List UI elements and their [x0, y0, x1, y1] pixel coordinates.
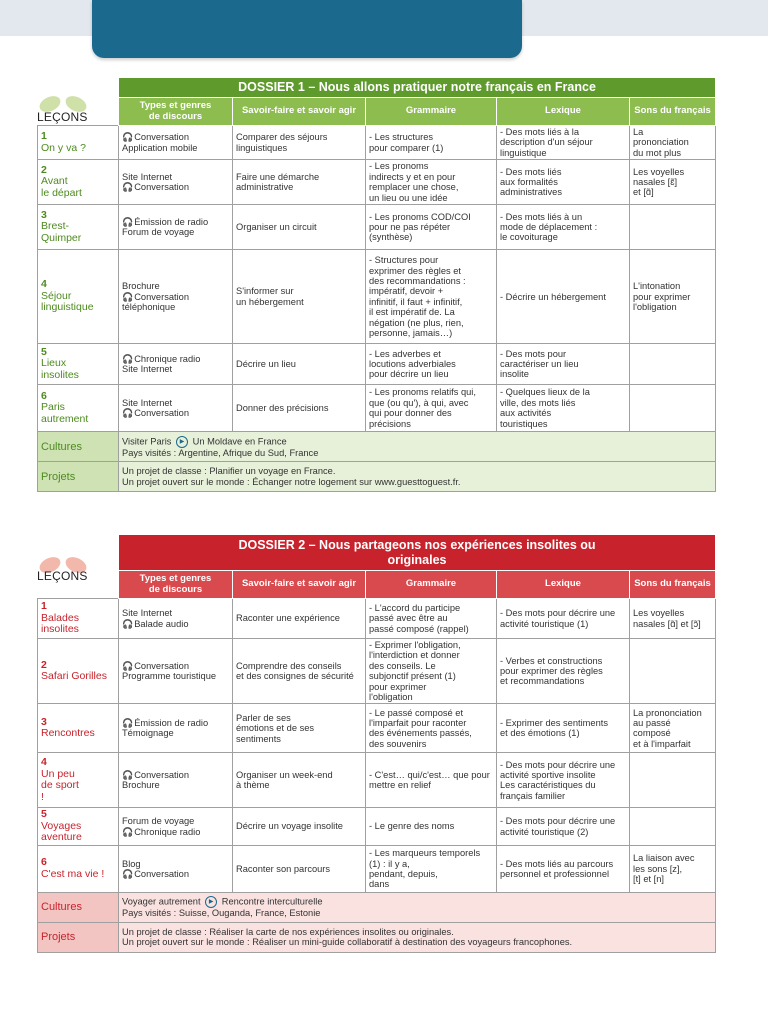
cultures-item: Un Moldave en France — [192, 435, 287, 446]
header-sons: Sons du français — [630, 98, 716, 126]
header-lexique: Lexique — [497, 571, 630, 599]
lesson-number: 5 — [41, 345, 47, 358]
types-cell — [119, 753, 233, 808]
headphones-icon[interactable]: 🎧 — [122, 718, 134, 729]
header-types: Types et genres de discours — [119, 98, 233, 126]
type-label: Conversation — [134, 408, 189, 419]
grammaire-cell: - Les adverbes et locutions adverbiales pour décrire un lieu — [366, 344, 497, 385]
cultures-content — [119, 432, 716, 462]
dossier-title: DOSSIER 1 – Nous allons pratiquer notre français en France — [119, 78, 716, 98]
lecons-label: LEÇONS — [37, 569, 88, 583]
type-item — [122, 182, 229, 192]
projets-label: Projets — [38, 922, 119, 952]
type-label: Forum de voyage — [122, 227, 195, 238]
lesson-cell[interactable] — [38, 160, 119, 205]
sons-cell: La prononciation du mot plus — [630, 126, 716, 160]
savoir-cell: Raconter une expérience — [233, 599, 366, 639]
type-item — [122, 827, 229, 837]
type-item — [122, 281, 229, 291]
type-label: Conversation — [134, 132, 189, 143]
lesson-cell[interactable] — [38, 126, 119, 160]
grammaire-cell: - Structures pour exprimer des règles et des recommandations : impératif, devoir + infinitif, il faut + infinitif, il est impératif de. La négation (ne plus, rien, personne, jamais…) — [366, 250, 497, 344]
type-label: Chronique radio — [134, 826, 201, 837]
type-label: Conversation — [134, 868, 189, 879]
types-cell — [119, 385, 233, 432]
types-cell — [119, 704, 233, 753]
lesson-name: Safari Gorilles — [41, 670, 107, 683]
grammaire-cell: - Les structures pour comparer (1) — [366, 126, 497, 160]
type-label: Application mobile — [122, 142, 198, 153]
grammaire-cell: - Le genre des noms — [366, 808, 497, 846]
table-row — [38, 126, 716, 160]
lesson-name: Séjour linguistique — [41, 289, 94, 314]
lesson-cell[interactable] — [38, 808, 119, 846]
lexique-cell: - Des mots pour caractériser un lieu insolite — [497, 344, 630, 385]
lesson-number: 1 — [41, 600, 47, 613]
lexique-cell: - Quelques lieux de la ville, des mots liés aux activités touristiques — [497, 385, 630, 432]
types-cell — [119, 344, 233, 385]
types-cell — [119, 126, 233, 160]
type-label: Programme touristique — [122, 671, 217, 682]
type-item — [122, 364, 229, 374]
header-savoir: Savoir-faire et savoir agir — [233, 98, 366, 126]
lesson-name: Brest- Quimper — [41, 220, 82, 244]
lesson-rows — [38, 599, 716, 893]
savoir-cell: Organiser un circuit — [233, 205, 366, 250]
type-label: Chronique radio — [134, 353, 201, 364]
lesson-name: Voyages aventure — [41, 819, 82, 844]
lesson-number: 1 — [41, 130, 47, 143]
lesson-cell[interactable] — [38, 753, 119, 808]
cultures-countries: Pays visités : Argentine, Afrique du Sud, France — [122, 447, 319, 458]
types-cell — [119, 639, 233, 704]
table-row — [38, 205, 716, 250]
sons-cell — [630, 385, 716, 432]
type-item — [122, 728, 229, 738]
projets-label: Projets — [38, 462, 119, 492]
type-label: Site Internet — [122, 364, 173, 375]
type-label: Site Internet — [122, 397, 173, 408]
headphones-icon[interactable]: 🎧 — [122, 826, 134, 837]
dossier-title: DOSSIER 2 – Nous partageons nos expériences insolites ou originales — [119, 535, 716, 571]
table-corner — [38, 571, 119, 599]
savoir-cell: Décrire un lieu — [233, 344, 366, 385]
types-cell — [119, 599, 233, 639]
savoir-cell: Faire une démarche administrative — [233, 160, 366, 205]
lesson-cell[interactable] — [38, 205, 119, 250]
type-label: Forum de voyage — [122, 816, 195, 827]
cultures-item: Rencontre interculturelle — [221, 896, 323, 907]
table-row — [38, 385, 716, 432]
projet-monde: Un projet ouvert sur le monde : Échanger notre logement sur www.guesttoguest.fr. — [122, 476, 461, 487]
sons-cell: Les voyelles nasales [ɛ̃] et [ɑ̃] — [630, 160, 716, 205]
grammaire-cell: - Le passé composé et l'imparfait pour raconter des événements passés, des souvenirs — [366, 704, 497, 753]
lesson-name: Lieux insolites — [41, 357, 79, 381]
type-item — [122, 780, 229, 790]
type-item — [122, 398, 229, 408]
type-item — [122, 869, 229, 879]
headphones-icon[interactable]: 🎧 — [122, 291, 134, 302]
grammaire-cell: - Les pronoms indirects y et en pour remplacer une chose, un lieu ou une idée — [366, 160, 497, 205]
projets-content — [119, 922, 716, 952]
type-label: Conversation — [134, 770, 189, 781]
grammaire-cell: - Exprimer l'obligation, l'interdiction et donner des conseils. Le subjonctif présent (1) pour exprimer l'obligation — [366, 639, 497, 704]
lesson-cell[interactable] — [38, 845, 119, 892]
grammaire-cell: - C'est… qui/c'est… que pour mettre en relief — [366, 753, 497, 808]
types-cell — [119, 808, 233, 846]
sons-cell: L'intonation pour exprimer l'obligation — [630, 250, 716, 344]
lesson-cell[interactable] — [38, 385, 119, 432]
lesson-cell[interactable] — [38, 344, 119, 385]
sons-cell: La prononciation au passé composé et à l'imparfait — [630, 704, 716, 753]
lesson-name: Paris autrement — [41, 401, 89, 425]
lecons-label: LEÇONS — [37, 110, 88, 124]
type-label: Balade audio — [134, 618, 189, 629]
lexique-cell: - Des mots liés au parcours personnel et professionnel — [497, 845, 630, 892]
table-row — [38, 599, 716, 639]
type-item — [122, 718, 229, 728]
type-label: Site Internet — [122, 608, 173, 619]
table-row — [38, 344, 716, 385]
headphones-icon[interactable]: 🎧 — [122, 353, 134, 364]
sons-cell — [630, 808, 716, 846]
cultures-label: Cultures — [38, 892, 119, 922]
type-item — [122, 132, 229, 142]
dossier-table — [37, 534, 716, 953]
lexique-cell: - Des mots pour décrire une activité touristique (2) — [497, 808, 630, 846]
header-grammaire: Grammaire — [366, 98, 497, 126]
lesson-name: C'est ma vie ! — [41, 867, 105, 880]
type-label: Site Internet — [122, 171, 173, 182]
type-item — [122, 292, 229, 313]
lesson-cell[interactable] — [38, 704, 119, 753]
savoir-cell: Comparer des séjours linguistiques — [233, 126, 366, 160]
sons-cell — [630, 753, 716, 808]
projet-classe: Un projet de classe : Planifier un voyage en France. — [122, 466, 336, 477]
dossier-table — [37, 77, 716, 492]
cultures-countries: Pays visités : Suisse, Ouganda, France, Estonie — [122, 908, 321, 919]
lexique-cell: - Des mots liés aux formalités administratives — [497, 160, 630, 205]
savoir-cell: Raconter son parcours — [233, 845, 366, 892]
savoir-cell: Donner des précisions — [233, 385, 366, 432]
table-corner — [38, 98, 119, 126]
lesson-cell[interactable] — [38, 250, 119, 344]
header-types: Types et genres de discours — [119, 571, 233, 599]
lesson-name: Un peu de sport ! — [41, 767, 79, 803]
headphones-icon[interactable]: 🎧 — [122, 182, 134, 193]
sons-cell: La liaison avec les sons [z], [t] et [n] — [630, 845, 716, 892]
lesson-number: 6 — [41, 856, 47, 869]
table-row — [38, 250, 716, 344]
headphones-icon[interactable]: 🎧 — [122, 770, 134, 781]
grammaire-cell: - Les pronoms COD/COI pour ne pas répéter (synthèse) — [366, 205, 497, 250]
table-row — [38, 808, 716, 846]
lesson-number: 2 — [41, 163, 47, 176]
type-label: Blog — [122, 858, 141, 869]
cultures-item: Voyager autrement — [122, 896, 201, 907]
sons-cell — [630, 205, 716, 250]
types-cell — [119, 160, 233, 205]
types-cell — [119, 845, 233, 892]
grammaire-cell: - Les marqueurs temporels (1) : il y a, pendant, depuis, dans — [366, 845, 497, 892]
type-item — [122, 143, 229, 153]
cultures-label: Cultures — [38, 432, 119, 462]
table-corner — [38, 535, 119, 571]
cultures-item: Visiter Paris — [122, 435, 172, 446]
type-item — [122, 354, 229, 364]
type-item — [122, 217, 229, 227]
lesson-number: 6 — [41, 389, 47, 402]
lesson-name: Rencontres — [41, 727, 95, 740]
table-row — [38, 704, 716, 753]
type-item — [122, 172, 229, 182]
type-item — [122, 816, 229, 826]
table-row — [38, 639, 716, 704]
headphones-icon[interactable]: 🎧 — [122, 660, 134, 671]
savoir-cell: Comprendre des conseils et des consignes de sécurité — [233, 639, 366, 704]
lesson-number: 5 — [41, 808, 47, 821]
headphones-icon[interactable]: 🎧 — [122, 868, 134, 879]
type-item — [122, 608, 229, 618]
header-lexique: Lexique — [497, 98, 630, 126]
types-cell — [119, 205, 233, 250]
lexique-cell: - Des mots pour décrire une activité sportive insolite Les caractéristiques du français familier — [497, 753, 630, 808]
lesson-number: 4 — [41, 278, 47, 291]
savoir-cell: S'informer sur un hébergement — [233, 250, 366, 344]
lesson-cell[interactable] — [38, 599, 119, 639]
type-item — [122, 859, 229, 869]
sons-cell — [630, 639, 716, 704]
type-item — [122, 671, 229, 681]
lexique-cell: - Verbes et constructions pour exprimer des règles et recommandations — [497, 639, 630, 704]
lexique-cell: - Des mots liés à un mode de déplacement : le covoiturage — [497, 205, 630, 250]
projet-classe: Un projet de classe : Réaliser la carte de nos expériences insolites ou originales. — [122, 927, 454, 938]
type-label: Conversation — [134, 660, 189, 671]
type-item — [122, 619, 229, 629]
savoir-cell: Organiser un week-end à thème — [233, 753, 366, 808]
lesson-number: 3 — [41, 208, 47, 221]
table-corner — [38, 78, 119, 98]
type-item — [122, 661, 229, 671]
headphones-icon[interactable]: 🎧 — [122, 408, 134, 419]
table-row — [38, 753, 716, 808]
lesson-name: Avant le départ — [41, 175, 82, 199]
table-row — [38, 160, 716, 205]
lesson-name: On y va ? — [41, 141, 86, 154]
type-item — [122, 770, 229, 780]
header-sons: Sons du français — [630, 571, 716, 599]
projets-content — [119, 462, 716, 492]
projet-monde: Un projet ouvert sur le monde : Réaliser un mini-guide collaboratif à destination des voyageurs francophones. — [122, 937, 573, 948]
lesson-number: 2 — [41, 658, 47, 671]
lesson-cell[interactable] — [38, 639, 119, 704]
sons-cell — [630, 344, 716, 385]
grammaire-cell: - L'accord du participe passé avec être au passé composé (rappel) — [366, 599, 497, 639]
savoir-cell: Décrire un voyage insolite — [233, 808, 366, 846]
play-icon[interactable]: ▶ — [205, 896, 217, 908]
type-item — [122, 227, 229, 237]
grammaire-cell: - Les pronoms relatifs qui, que (ou qu'), à qui, avec qui pour donner des précisions — [366, 385, 497, 432]
lexique-cell: - Des mots liés à la description d'un séjour linguistique — [497, 126, 630, 160]
lexique-cell: - Décrire un hébergement — [497, 250, 630, 344]
savoir-cell: Parler de ses émotions et de ses sentiments — [233, 704, 366, 753]
type-item — [122, 408, 229, 418]
table-row — [38, 845, 716, 892]
types-cell — [119, 250, 233, 344]
lesson-rows — [38, 126, 716, 432]
type-label: Brochure — [122, 780, 160, 791]
headphones-icon[interactable]: 🎧 — [122, 618, 134, 629]
header-savoir: Savoir-faire et savoir agir — [233, 571, 366, 599]
lesson-number: 4 — [41, 756, 47, 769]
type-label: Émission de radio — [134, 216, 209, 227]
type-label: Conversation téléphonique — [122, 291, 189, 312]
play-icon[interactable]: ▶ — [176, 436, 188, 448]
lesson-name: Balades insolites — [41, 611, 79, 636]
headphones-icon[interactable]: 🎧 — [122, 132, 134, 143]
type-label: Conversation — [134, 182, 189, 193]
lexique-cell: - Des mots pour décrire une activité touristique (1) — [497, 599, 630, 639]
sons-cell: Les voyelles nasales [ɑ̃] et [ɔ̃] — [630, 599, 716, 639]
type-label: Émission de radio — [134, 718, 209, 729]
headphones-icon[interactable]: 🎧 — [122, 216, 134, 227]
cultures-content — [119, 892, 716, 922]
header-grammaire: Grammaire — [366, 571, 497, 599]
lexique-cell: - Exprimer des sentiments et des émotions (1) — [497, 704, 630, 753]
header-tab — [92, 0, 522, 58]
type-label: Témoignage — [122, 728, 174, 739]
type-label: Brochure — [122, 281, 160, 292]
lesson-number: 3 — [41, 715, 47, 728]
